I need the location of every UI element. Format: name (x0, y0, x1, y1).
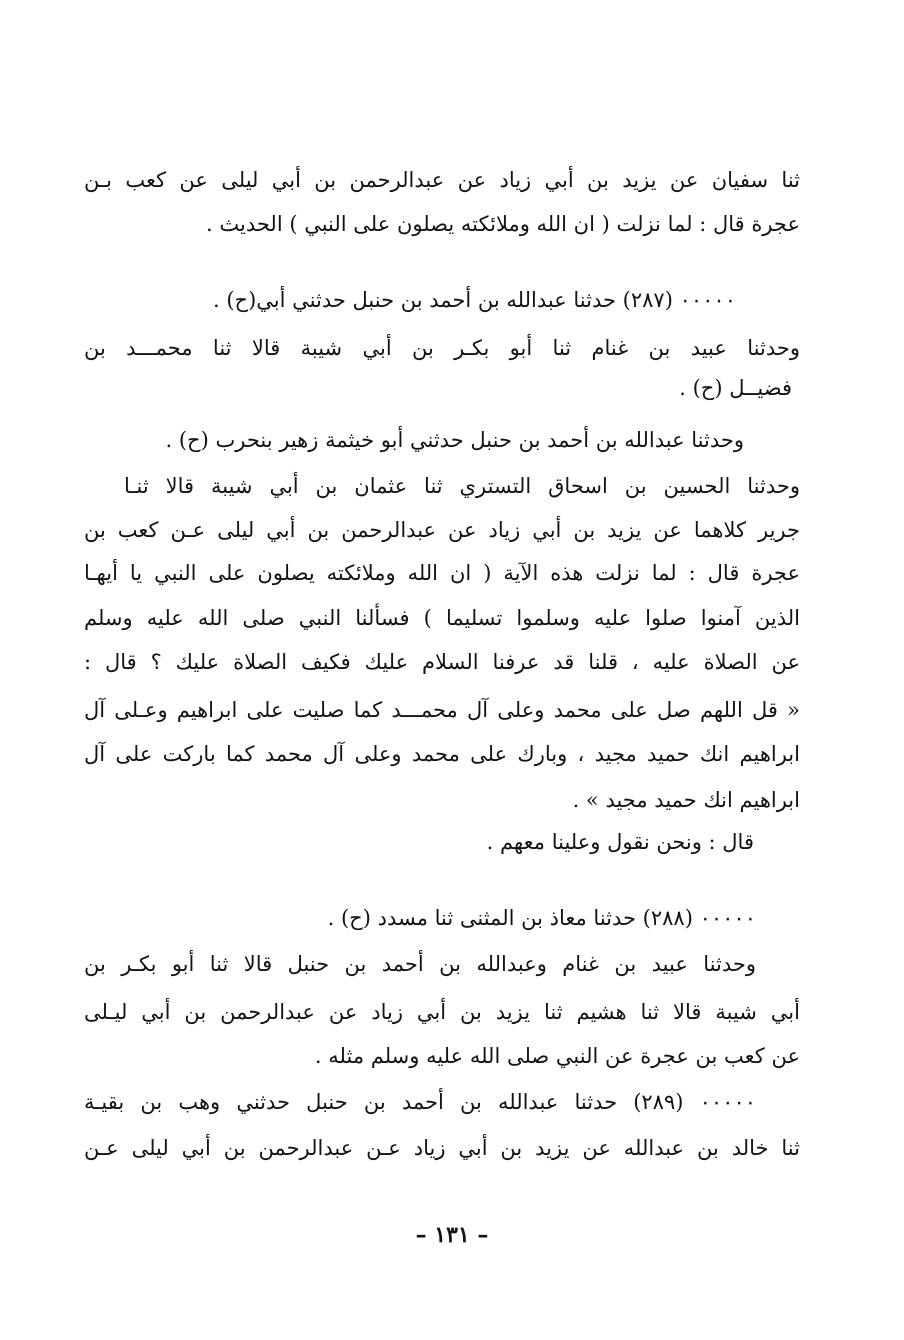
text-line: قال : ونحن نقول وعلينا معهم . (486, 830, 754, 854)
text-line: ابراهيم انك حميد مجيد ، وبارك على محمد وعلى آل محمد كما باركت على آل (84, 742, 800, 766)
text-line: عجرة قال : لما نزلت هذه الآية ( ان الله وملائكته يصلون على النبي يا أيهـا (84, 561, 800, 585)
text-line: عن كعب بن عجرة عن النبي صلى الله عليه وسلم مثله . (314, 1044, 800, 1068)
text-line: الذين آمنوا صلوا عليه وسلموا تسليما ) فسألنا النبي صلى الله عليه وسلم (84, 606, 800, 630)
text-line: وحدثنا عبدالله بن أحمد بن حنبل حدثني أبو خيثمة زهير بنحرب (ح) . (165, 428, 744, 452)
text-line: ثنا سفيان عن يزيد بن أبي زياد عن عبدالرحمن بن أبي ليلى عن كعب بـن (84, 168, 800, 192)
text-line: ٠٠٠٠٠ (٢٨٧) حدثنا عبدالله بن أحمد بن حنبل حدثني أبي(ح) . (212, 288, 736, 312)
page-number: – ١٣١ – (415, 1222, 489, 1248)
text-line: أبي شيبة قالا ثنا هشيم ثنا يزيد بن أبي زياد عن عبدالرحمن بن أبي ليـلى (84, 1000, 800, 1024)
text-line: عجرة قال : لما نزلت ( ان الله وملائكته يصلون على النبي ) الحديث . (206, 212, 800, 236)
text-line: ٠٠٠٠٠ (٢٨٨) حدثنا معاذ بن المثنى ثنا مسدد (ح) . (327, 906, 756, 930)
text-line: فضيــل (ح) . (679, 376, 792, 400)
text-line: وحدثنا عبيد بن غنام ثنا أبو بكـر بن أبي شيبة قالا ثنا محمـــد بن (84, 336, 800, 360)
text-line: « قل اللهم صل على محمد وعلى آل محمـــد كما صليت على ابراهيم وعـلى آل (84, 698, 800, 722)
text-line: ٠٠٠٠٠ (٢٨٩) حدثنا عبدالله بن أحمد بن حنبل حدثني وهب بن بقيـة (84, 1090, 756, 1114)
text-line: ابراهيم انك حميد مجيد » . (572, 788, 800, 812)
text-line: عن الصلاة عليه ، قلنا قد عرفنا السلام عليك فكيف الصلاة عليك ؟ قال : (84, 650, 800, 674)
text-line: ثنا خالد بن عبدالله عن يزيد بن أبي زياد عـن عبدالرحمن بن أبي ليلى عـن (84, 1136, 800, 1160)
text-line: وحدثنا عبيد بن غنام وعبدالله بن أحمد بن حنبل قالا ثنا أبو بكـر بن (84, 952, 756, 976)
text-line: جرير كلاهما عن يزيد بن أبي زياد عن عبدالرحمن بن أبي ليلى عـن كعب بن (84, 518, 800, 542)
text-line: وحدثنا الحسين بن اسحاق التستري ثنا عثمان بن أبي شيبة قالا ثنـا (124, 474, 800, 498)
